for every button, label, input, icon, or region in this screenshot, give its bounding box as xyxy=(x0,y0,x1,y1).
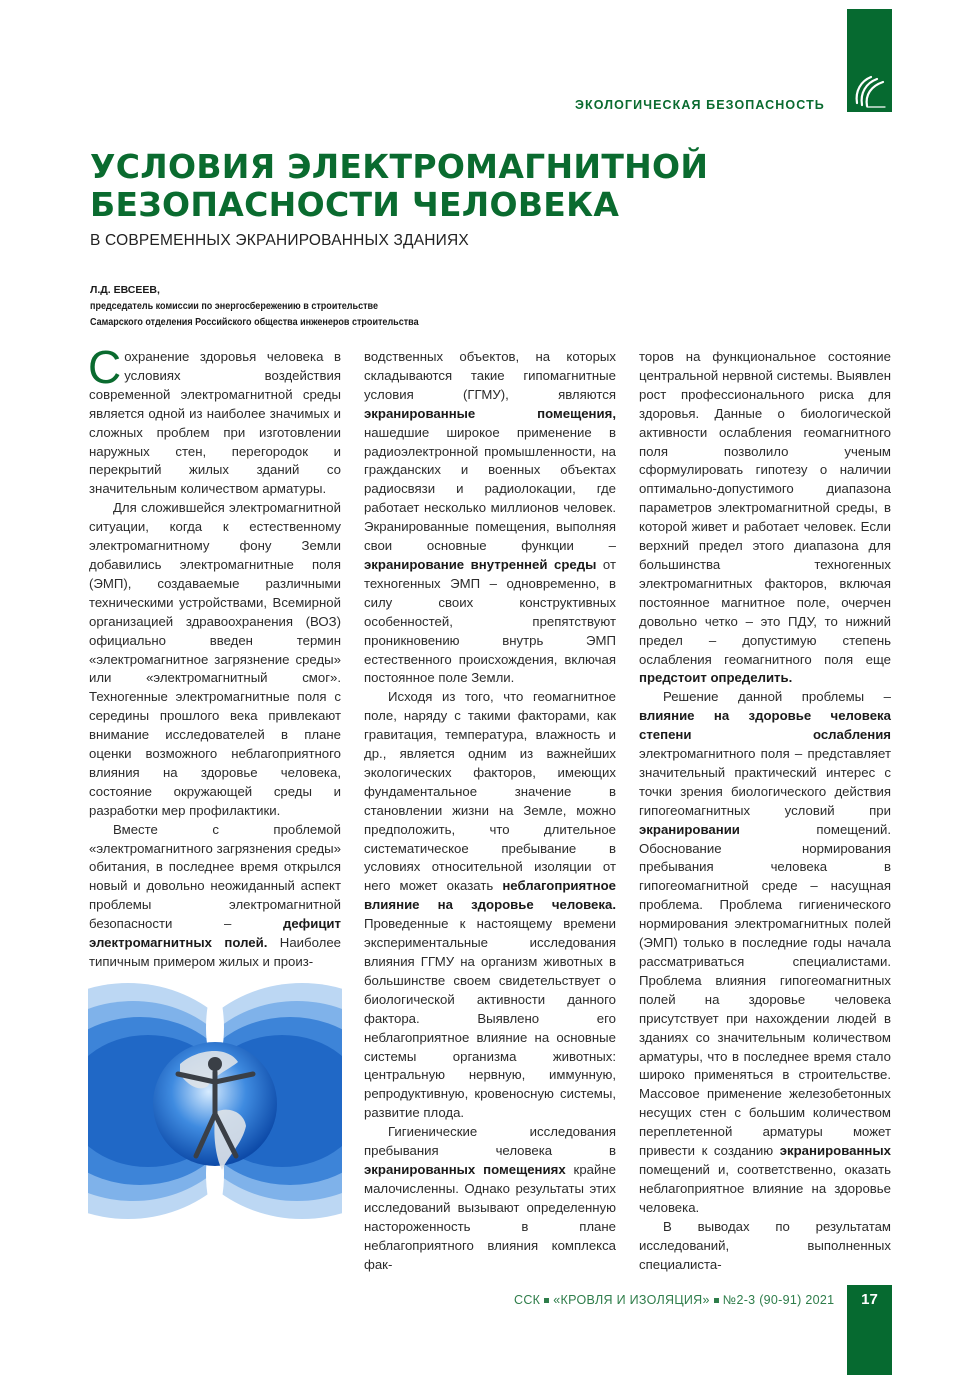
paragraph: Гигиенические исследования пребывания человека в экранированных помещениях крайне малочисленны. Однако результаты этих исследований вызывают определенную настороженность в плане неблагоприятного влияния комплекса фак- xyxy=(364,1124,616,1272)
paragraph: Исходя из того, что геомагнитное поле, наряду с такими факторами, как гравитация, температура, влажность и др., является одним из важнейших экологических факторов, имеющих фундаментальное значение в становлении жизни на Земле, можно предположить, что длительное систематическое пребывание в условиях относительной изоляции от него может оказать неблагоприятное влияние на здоровье человека. Проведенные к настоящему времени экспериментальные исследования влияния ГГМУ на организм животных в большинстве своем свидетельствует о биологической активности данного фактора. Выявлено его неблагоприятное влияние на основные системы организма животных: центральную нервную, иммунную, репродуктивную, кровеносную системы, развитие плода. xyxy=(364,689,616,1121)
paragraph: Решение данной проблемы – влияние на здоровье человека степени ослабления электромагнитного поля – представляет значительный практический интерес с точки зрения биологического действия гипогеомагнитных условий при экранировании помещений. Обоснование нормирования пребывания человека в гипогеомагнитной среде – насущная проблема. Проблема гигиенического нормирования электромагнитных полей (ЭМП) только в последние годы начала рассматриваться специалистами. Проблема влияния гипогеомагнитных полей на здоровье человека присутствует при нахождении людей в зданиях со значительным количеством арматуры, что в последнее время стало широко применяться в строительстве. Массовое применение железобетонных несущих стен с большим количеством переплетенной арматуры может привести к созданию экранированных помещений и, соответственно, оказать неблагоприятное влияние на здоровье человека. xyxy=(639,689,891,1215)
author-affiliation-1: председатель комиссии по энергосбережению в строительстве xyxy=(90,300,379,312)
section-label: ЭКОЛОГИЧЕСКАЯ БЕЗОПАСНОСТЬ xyxy=(575,98,825,112)
paragraph: торов на функциональное состояние центральной нервной системы. Выявлен рост профессионального риска для здоровья. Данные о биологической активности ослабления геомагнитного поля позволило ученым сформулировать гипотезу о наличии оптимально-допустимого диапазона параметров электромагнитной среды, в которой живет и работает человек. Если верхний предел этого диапазона для большинства техногенных электромагнитных факторов, включая постоянное магнитное поле, очерчен довольно четко – это ПДУ, то нижний предел – допустимую степень ослабления геомагнитного поля еще предстоит определить. xyxy=(639,349,891,686)
article-title xyxy=(90,148,708,224)
text-column-1 xyxy=(88,341,341,972)
drop-cap: С xyxy=(88,341,122,393)
leaf-arcs-logo-icon xyxy=(853,63,887,109)
article-subtitle: В СОВРЕМЕННЫХ ЭКРАНИРОВАННЫХ ЗДАНИЯХ xyxy=(90,232,469,249)
author-name: Л.Д. ЕВСЕЕВ, xyxy=(90,284,160,296)
page-number: 17 xyxy=(861,1291,878,1308)
square-bullet-icon xyxy=(544,1298,549,1303)
square-bullet-icon xyxy=(714,1298,719,1303)
paragraph: Для сложившейся электромагнитной ситуации, когда к естественному электромагнитному фону Земли добавились электромагнитные поля (ЭМП), создаваемые различными техническими устройствами, Всемирной организацией здравоохранения (ВОЗ) официально введен термин «электромагнитное загрязнение среды» или «электромагнитный смог». Техногенные электромагнитные поля с середины прошлого века привлекают внимание исследователей в плане оценки возможного неблагоприятного влияния на здоровье человека, состояние окружающей среды и разработки мер профилактики. xyxy=(89,500,341,818)
title-line-2: БЕЗОПАСНОСТИ ЧЕЛОВЕКА xyxy=(90,185,620,224)
footer-issue: №2-3 (90-91) 2021 xyxy=(722,1293,835,1307)
paragraph: Вместе с проблемой «электромагнитного загрязнения среды» обитания, в последнее время открылся новый и довольно неожиданный аспект проблемы электромагнитной безопасности – дефицит электромагнитных полей. Наиболее типичным примером жилых и произ- xyxy=(89,821,341,969)
footer-publisher: ССК xyxy=(514,1293,541,1307)
article-illustration xyxy=(88,974,342,1228)
text-column-2 xyxy=(364,348,616,1274)
footer-journal: «КРОВЛЯ И ИЗОЛЯЦИЯ» xyxy=(553,1293,710,1307)
globe-magnetic-field-image xyxy=(88,974,342,1228)
paragraph: водственных объектов, на которых складываются такие гипомагнитные условия (ГГМУ), являются экранированные помещения, нашедшие широкое применение в радиоэлектронной промышленности, на гражданских и военных объектах радиосвязи и радиолокации, где работает несколько миллионов человек. Экранированные помещения, выполняя свои основные функции – экранирование внутренней среды от техногенных ЭМП – одновременно, в силу своих конструктивных особенностей, препятствуют проникновению внутрь ЭМП естественного происхождения, включая постоянное поле Земли. xyxy=(364,349,617,686)
author-affiliation-2: Самарского отделения Российского общества инженеров строительства xyxy=(90,316,419,328)
page-number-block xyxy=(847,1285,892,1375)
author-block xyxy=(90,282,472,330)
paragraph: Сохранение здоровья человека в условиях воздействия современной электромагнитной среды является одной из наиболее значимых и сложных проблем при изготовлении наружных стен, перегородок и перекрытий жилых зданий со значительным количеством арматуры. xyxy=(88,341,341,497)
title-line-1: УСЛОВИЯ ЭЛЕКТРОМАГНИТНОЙ xyxy=(90,147,709,186)
paragraph: В выводах по результатам исследований, выполненных специалиста- xyxy=(639,1218,891,1272)
footer-publication-info xyxy=(514,1293,834,1307)
text-column-3 xyxy=(639,348,891,1274)
header-brand-bar xyxy=(847,9,892,112)
